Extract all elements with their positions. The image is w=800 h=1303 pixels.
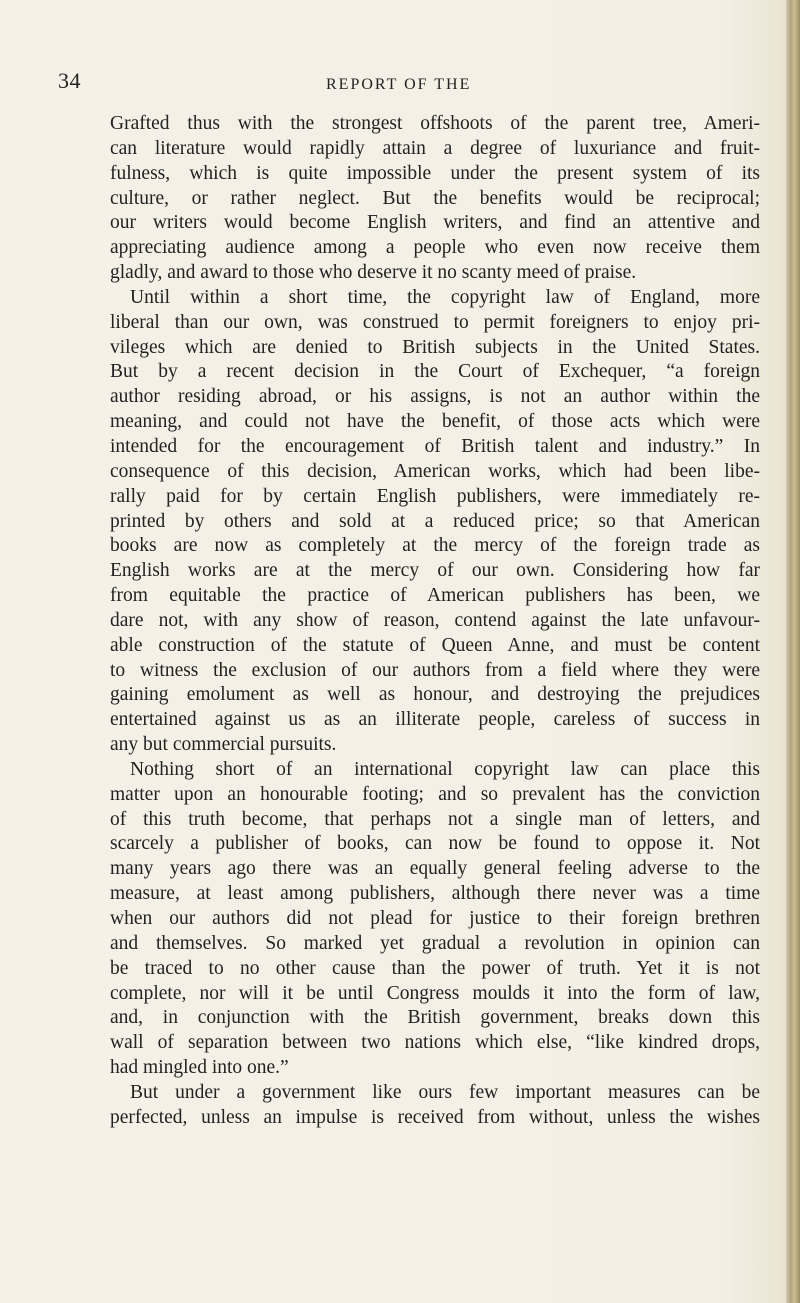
text-line: printed by others and sold at a reduced price; so that American [110,510,760,532]
text-line: gladly, and award to those who deserve it no scanty meed of praise. [110,262,637,284]
text-line: meaning, and could not have the benefit, of those acts which were [110,411,760,433]
text-line: able construction of the statute of Queen Anne, and must be content [110,634,760,656]
text-line: wall of separation between two nations which else, “like kindred drops, [110,1032,760,1054]
text-line: any but commercial pursuits. [110,734,337,756]
page-edge-shadow [786,0,800,1303]
text-line: perfected, unless an impulse is received from without, unless the wishes [110,1106,760,1128]
text-line: Until within a short time, the copyright law of England, more [130,286,760,308]
text-line: dare not, with any show of reason, contend against the late unfavour- [110,609,760,631]
text-line: scarcely a publisher of books, can now be found to oppose it. Not [110,833,760,855]
text-line: vileges which are denied to British subjects in the United States. [110,336,760,358]
text-line: culture, or rather neglect. But the benefits would be reciprocal; [110,187,760,209]
text-line: But by a recent decision in the Court of Exchequer, “a foreign [110,361,760,383]
text-line: English works are at the mercy of our own. Considering how far [110,560,760,582]
text-line: complete, nor will it be until Congress moulds it into the form of law, [110,982,760,1004]
text-line: fulness, which is quite impossible under the present system of its [110,162,760,184]
text-line: intended for the encouragement of British talent and industry.” In [110,435,760,457]
page-number: 34 [58,68,81,93]
text-line: our writers would become English writers, and find an attentive and [110,212,760,234]
text-line: Grafted thus with the strongest offshoots of the parent tree, Ameri- [110,113,760,134]
text-line: entertained against us as an illiterate people, careless of success in [110,709,760,731]
text-line: books are now as completely at the mercy of the foreign trade as [110,535,760,557]
text-line: matter upon an honourable footing; and so prevalent has the conviction [110,783,760,805]
text-line: But under a government like ours few important measures can be [130,1081,760,1103]
text-line: Nothing short of an international copyright law can place this [130,758,760,780]
text-line: from equitable the practice of American publishers has been, we [110,585,760,607]
text-line: to witness the exclusion of our authors from a field where they were [110,659,760,681]
text-line: gaining emolument as well as honour, and destroying the prejudices [110,684,760,706]
text-line: can literature would rapidly attain a degree of luxuriance and fruit- [110,137,760,159]
text-line: and, in conjunction with the British government, breaks down this [110,1007,760,1029]
text-line: liberal than our own, was construed to permit foreigners to enjoy pri- [110,311,760,333]
text-line: consequence of this decision, American works, which had been libe- [110,460,760,482]
text-line: had mingled into one.” [110,1057,289,1079]
text-line: rally paid for by certain English publishers, were immediately re- [110,485,760,507]
running-head: REPORT OF THE [326,76,472,93]
text-line: and themselves. So marked yet gradual a revolution in opinion can [110,932,760,954]
text-line: measure, at least among publishers, although there never was a time [110,883,760,905]
text-line: of this truth become, that perhaps not a single man of letters, and [110,808,760,830]
text-line: be traced to no other cause than the power of truth. Yet it is not [110,957,760,979]
text-line: when our authors did not plead for justice to their foreign brethren [110,908,760,929]
text-line: appreciating audience among a people who even now receive them [110,237,760,259]
body-text [110,112,760,1131]
text-line: author residing abroad, or his assigns, is not an author within the [110,386,760,408]
text-line: many years ago there was an equally general feeling adverse to the [110,858,760,880]
